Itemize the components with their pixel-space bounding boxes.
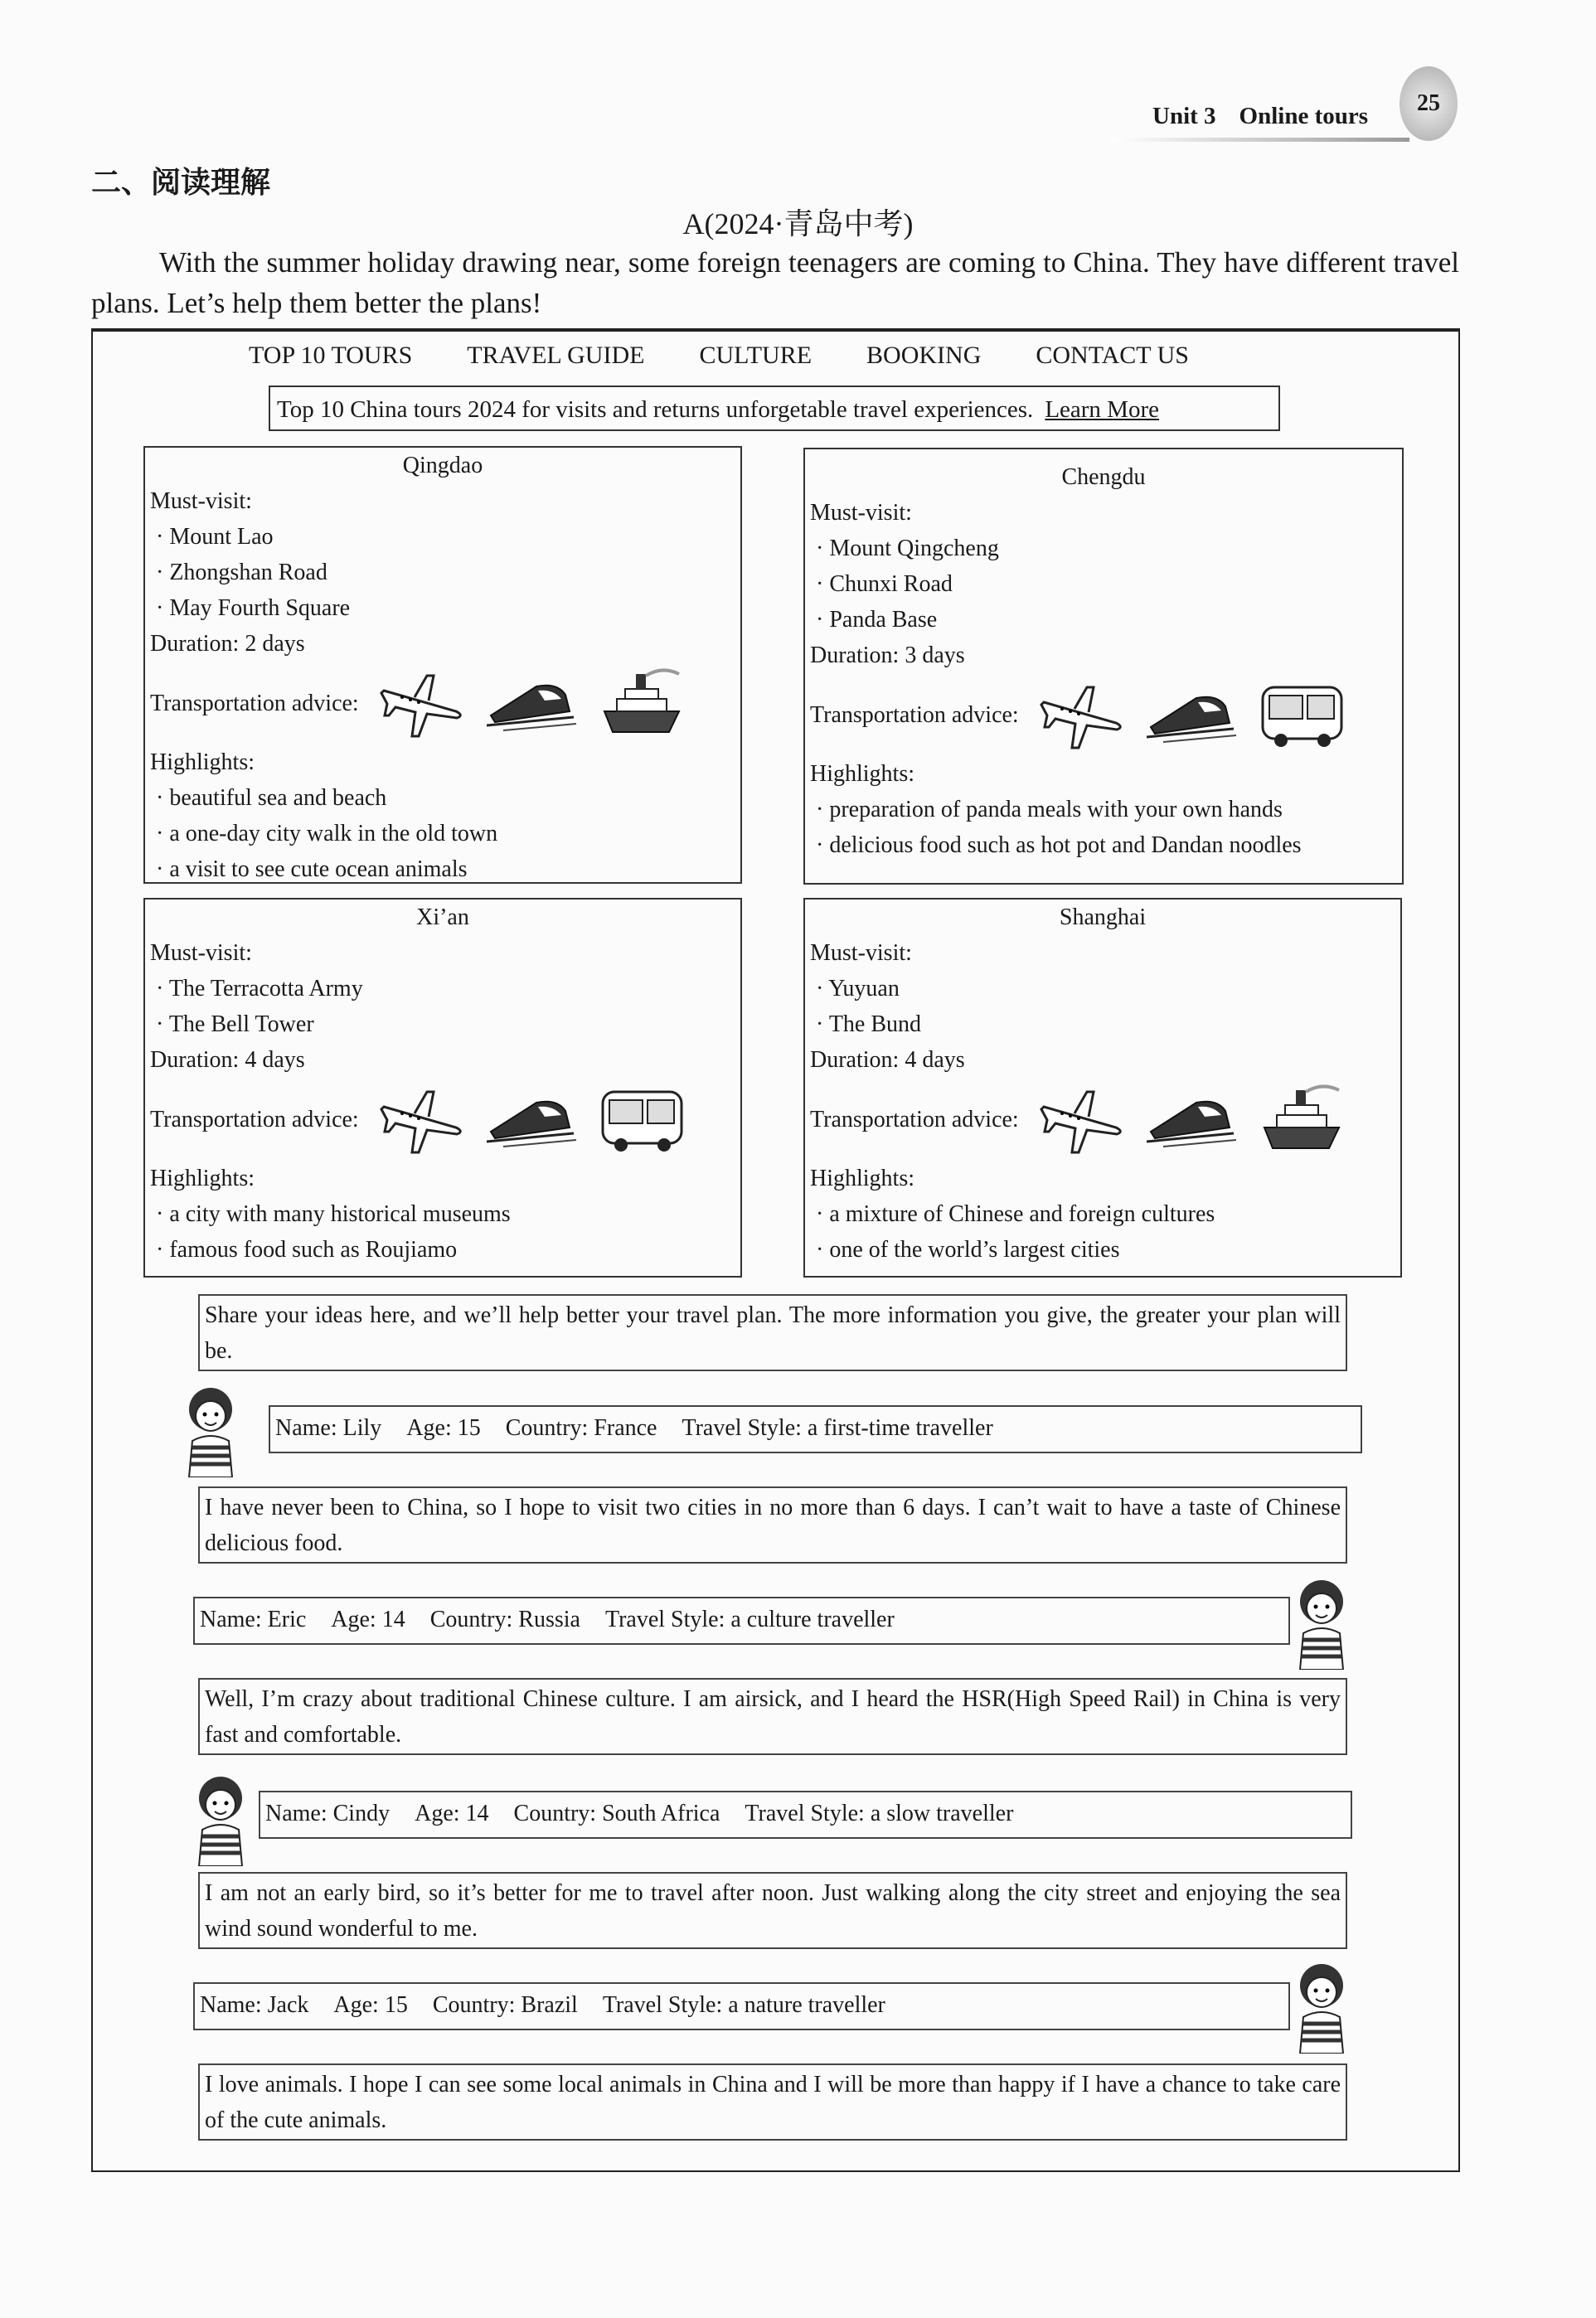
promo-banner bbox=[269, 386, 1280, 431]
duration-label: Duration: bbox=[810, 1047, 900, 1073]
must-visit-text: The Terracotta Army bbox=[168, 976, 363, 1001]
traveller-name: Name: Cindy bbox=[265, 1801, 391, 1826]
nav-travel-guide[interactable]: TRAVEL GUIDE bbox=[467, 342, 645, 369]
traveller-message: I have never been to China, so I hope to visit two cities in no more than 6 days. I can’t wait to have a taste of Chinese delicious food. bbox=[198, 1486, 1347, 1564]
traveller-age: Age: 14 bbox=[331, 1607, 405, 1632]
traveller-style: Travel Style: a slow traveller bbox=[745, 1801, 1014, 1826]
transport-label: Transportation advice: bbox=[150, 1106, 359, 1132]
header-rule bbox=[1111, 138, 1409, 142]
nav-culture[interactable]: CULTURE bbox=[699, 342, 813, 369]
highlight-item: · one of the world’s largest cities bbox=[810, 1237, 1120, 1263]
must-visit-text: Chunxi Road bbox=[829, 571, 953, 597]
must-visit-text: Yuyuan bbox=[828, 976, 900, 1001]
train-icon bbox=[487, 666, 578, 740]
highlight-item: · beautiful sea and beach bbox=[150, 785, 387, 811]
city-card bbox=[803, 898, 1402, 1278]
must-visit-text: The Bund bbox=[828, 1011, 922, 1037]
must-visit-text: May Fourth Square bbox=[169, 595, 351, 621]
traveller-age: Age: 14 bbox=[415, 1801, 489, 1826]
ship-icon bbox=[1256, 1082, 1347, 1157]
plane-icon bbox=[1037, 1082, 1128, 1157]
unit-label: Unit 3 bbox=[1152, 103, 1216, 129]
city-card bbox=[803, 448, 1404, 885]
ship-icon bbox=[596, 666, 687, 740]
page-number: 25 bbox=[1400, 66, 1458, 141]
must-visit-label: Must-visit: bbox=[810, 500, 912, 526]
nav-booking[interactable]: BOOKING bbox=[866, 342, 982, 369]
highlight-text: beautiful sea and beach bbox=[169, 785, 387, 811]
highlight-item: · famous food such as Roujiamo bbox=[150, 1237, 458, 1263]
unit-title: Online tours bbox=[1239, 103, 1369, 129]
highlights-label: Highlights: bbox=[810, 1166, 915, 1191]
traveller-name: Name: Jack bbox=[200, 1992, 309, 2018]
traveller-profile bbox=[259, 1791, 1352, 1839]
must-visit-item: · The Terracotta Army bbox=[150, 976, 363, 1001]
must-visit-item: · Mount Lao bbox=[150, 524, 274, 550]
highlight-text: one of the world’s largest cities bbox=[829, 1237, 1120, 1263]
highlight-item: · a mixture of Chinese and foreign cultures bbox=[810, 1201, 1215, 1227]
highlight-text: preparation of panda meals with your own hands bbox=[829, 797, 1283, 822]
city-name: Xi’an bbox=[416, 904, 469, 930]
traveller-profile bbox=[193, 1982, 1290, 2030]
city-name: Chengdu bbox=[1061, 464, 1146, 490]
transport-label: Transportation advice: bbox=[810, 701, 1019, 728]
duration-value: 4 days bbox=[905, 1047, 965, 1073]
traveller-age: Age: 15 bbox=[333, 1992, 408, 2018]
transport-row bbox=[150, 662, 735, 744]
highlight-item: · preparation of panda meals with your own hands bbox=[810, 797, 1283, 822]
bus-icon bbox=[596, 1082, 687, 1157]
must-visit-item: · Panda Base bbox=[810, 607, 938, 633]
traveller-name: Name: Lily bbox=[275, 1415, 382, 1441]
highlight-text: a mixture of Chinese and foreign cultures bbox=[829, 1201, 1215, 1227]
must-visit-item: · May Fourth Square bbox=[150, 595, 351, 621]
must-visit-label: Must-visit: bbox=[150, 940, 252, 966]
must-visit-label: Must-visit: bbox=[150, 488, 252, 514]
traveller-country: Country: Brazil bbox=[432, 1992, 578, 2018]
highlight-text: delicious food such as hot pot and Dandan noodles bbox=[829, 832, 1302, 858]
traveller-country: Country: France bbox=[505, 1415, 657, 1441]
share-prompt: Share your ideas here, and we’ll help better your travel plan. The more information you give, the greater your plan will be. bbox=[198, 1294, 1347, 1371]
traveller-age: Age: 15 bbox=[406, 1415, 481, 1441]
plane-icon bbox=[1037, 677, 1128, 752]
traveller-avatar bbox=[187, 1770, 254, 1866]
must-visit-text: Mount Lao bbox=[169, 524, 274, 550]
traveller-profile bbox=[269, 1405, 1362, 1453]
traveller-avatar bbox=[1288, 1574, 1355, 1670]
duration bbox=[810, 1042, 1395, 1078]
city-name: Shanghai bbox=[1059, 904, 1147, 930]
bus-icon bbox=[1256, 677, 1347, 752]
highlights-label: Highlights: bbox=[150, 749, 255, 775]
traveller-style: Travel Style: a nature traveller bbox=[602, 1992, 885, 2018]
must-visit-item: · Chunxi Road bbox=[810, 571, 953, 597]
highlight-text: famous food such as Roujiamo bbox=[169, 1237, 458, 1263]
duration-value: 4 days bbox=[245, 1047, 305, 1073]
must-visit-text: Mount Qingcheng bbox=[829, 536, 999, 561]
traveller-profile bbox=[193, 1597, 1290, 1645]
traveller-style: Travel Style: a culture traveller bbox=[604, 1607, 895, 1632]
traveller-style: Travel Style: a first-time traveller bbox=[682, 1415, 993, 1441]
highlights-label: Highlights: bbox=[810, 761, 915, 787]
running-header bbox=[1152, 103, 1391, 130]
banner-text: Top 10 China tours 2024 for visits and returns unforgetable travel experiences. bbox=[277, 396, 1034, 423]
must-visit-item: · Yuyuan bbox=[810, 976, 900, 1001]
duration-label: Duration: bbox=[150, 631, 240, 657]
traveller-message: I am not an early bird, so it’s better for me to travel after noon. Just walking along the city street and enjoying the sea wind sound wonderful to me. bbox=[198, 1872, 1347, 1949]
must-visit-label: Must-visit: bbox=[810, 940, 912, 966]
traveller-country: Country: South Africa bbox=[513, 1801, 720, 1826]
train-icon bbox=[1147, 677, 1238, 752]
plane-icon bbox=[377, 1082, 468, 1157]
transport-label: Transportation advice: bbox=[810, 1106, 1019, 1132]
train-icon bbox=[1147, 1082, 1238, 1157]
must-visit-text: Panda Base bbox=[829, 607, 938, 633]
must-visit-text: The Bell Tower bbox=[168, 1011, 314, 1037]
transport-row bbox=[150, 1078, 735, 1161]
highlights-label: Highlights: bbox=[150, 1166, 255, 1191]
duration-value: 2 days bbox=[245, 631, 305, 657]
highlight-item: · a one-day city walk in the old town bbox=[150, 821, 498, 846]
traveller-name: Name: Eric bbox=[200, 1607, 307, 1632]
traveller-message: I love animals. I hope I can see some local animals in China and I will be more than happy if I have a chance to take care of the cute animals. bbox=[198, 2063, 1347, 2141]
passage-label: A(2024·青岛中考) bbox=[682, 207, 914, 240]
website-nav bbox=[249, 342, 1327, 370]
duration bbox=[810, 638, 1397, 673]
traveller-message: Well, I’m crazy about traditional Chinese culture. I am airsick, and I heard the HSR(High Speed Rail) in China is very fast and comfortable. bbox=[198, 1678, 1347, 1755]
traveller-avatar bbox=[1288, 1957, 1355, 2054]
must-visit-text: Zhongshan Road bbox=[169, 560, 327, 585]
highlight-text: a one-day city walk in the old town bbox=[169, 821, 498, 846]
must-visit-item: · The Bell Tower bbox=[150, 1011, 314, 1037]
traveller-country: Country: Russia bbox=[429, 1607, 580, 1632]
learn-more-link[interactable]: Learn More bbox=[1045, 396, 1159, 423]
highlight-item: · a visit to see cute ocean animals bbox=[150, 856, 468, 882]
must-visit-item: · Zhongshan Road bbox=[150, 560, 327, 585]
transport-row bbox=[810, 1078, 1395, 1161]
duration-label: Duration: bbox=[810, 643, 900, 668]
must-visit-item: · Mount Qingcheng bbox=[810, 536, 999, 561]
duration-value: 3 days bbox=[905, 643, 965, 668]
transport-row bbox=[810, 673, 1397, 756]
city-name: Qingdao bbox=[402, 453, 483, 478]
duration bbox=[150, 626, 735, 662]
nav-contact-us[interactable]: CONTACT US bbox=[1036, 342, 1189, 369]
intro-paragraph: With the summer holiday drawing near, some foreign teenagers are coming to China. They have different travel plans. Let’s help them better the plans! bbox=[91, 246, 1459, 319]
city-card bbox=[143, 898, 742, 1278]
highlight-item: · a city with many historical museums bbox=[150, 1201, 511, 1227]
train-icon bbox=[487, 1082, 578, 1157]
traveller-avatar bbox=[177, 1381, 244, 1477]
nav-top-10-tours[interactable]: TOP 10 TOURS bbox=[249, 342, 413, 369]
city-card bbox=[143, 446, 742, 884]
transport-label: Transportation advice: bbox=[150, 690, 359, 716]
duration bbox=[150, 1042, 735, 1078]
highlight-text: a visit to see cute ocean animals bbox=[169, 856, 468, 882]
highlight-item: · delicious food such as hot pot and Dandan noodles bbox=[810, 832, 1302, 858]
section-title: 二、阅读理解 bbox=[91, 166, 271, 200]
must-visit-item: · The Bund bbox=[810, 1011, 922, 1037]
highlight-text: a city with many historical museums bbox=[169, 1201, 511, 1227]
plane-icon bbox=[377, 666, 468, 740]
duration-label: Duration: bbox=[150, 1047, 240, 1073]
